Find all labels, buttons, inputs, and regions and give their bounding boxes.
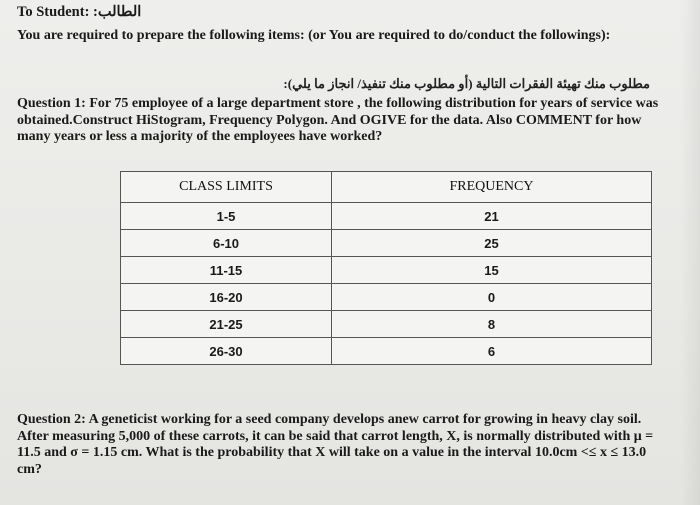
frequency-cell: 8 (332, 311, 652, 338)
question-2-text: Question 2: A geneticist working for a seed company develops anew carrot for growing in heavy clay soil. After measuring 5,000 of these carrots, it can be said that carrot length, X, is normally distributed with μ = 11.5 and σ = 1.15 cm. What is the probability that X will take on a value in the interval 10.0cm <≤ x ≤ 13.0 cm? (17, 412, 654, 477)
class-limit-cell: 11-15 (121, 257, 332, 284)
intro-instruction: You are required to prepare the following items: (or You are required to do/conduct the followings): (17, 28, 611, 43)
table-row (121, 230, 652, 257)
class-limit-cell: 26-30 (121, 338, 332, 365)
frequency-header: FREQUENCY (332, 172, 652, 203)
table-row (121, 338, 652, 365)
class-limit-cell: 6-10 (121, 230, 332, 257)
table-row (121, 203, 652, 230)
page-edge-shadow (680, 0, 700, 505)
table-header-row (121, 172, 652, 203)
table-row (121, 311, 652, 338)
frequency-cell: 0 (332, 284, 652, 311)
frequency-table (120, 171, 652, 365)
question-1-text: Question 1: For 75 employee of a large department store , the following distribution for years of service was obtained.Construct HiStogram, Frequency Polygon. And OGIVE for the data. Also COMMENT for how many years or less a majority of the employees have worked? (17, 96, 659, 144)
frequency-cell: 25 (332, 230, 652, 257)
arabic-instruction: مطلوب منك تهيئة الفقرات التالية (أو مطلوب منك تنفيذ/ انجاز ما يلي): (283, 76, 650, 91)
frequency-cell: 21 (332, 203, 652, 230)
frequency-cell: 6 (332, 338, 652, 365)
class-limit-cell: 21-25 (121, 311, 332, 338)
table-row (121, 284, 652, 311)
frequency-cell: 15 (332, 257, 652, 284)
table-row (121, 257, 652, 284)
class-limits-header: CLASS LIMITS (121, 172, 332, 203)
class-limit-cell: 16-20 (121, 284, 332, 311)
class-limit-cell: 1-5 (121, 203, 332, 230)
to-student-heading: To Student: :الطالب (17, 4, 142, 20)
